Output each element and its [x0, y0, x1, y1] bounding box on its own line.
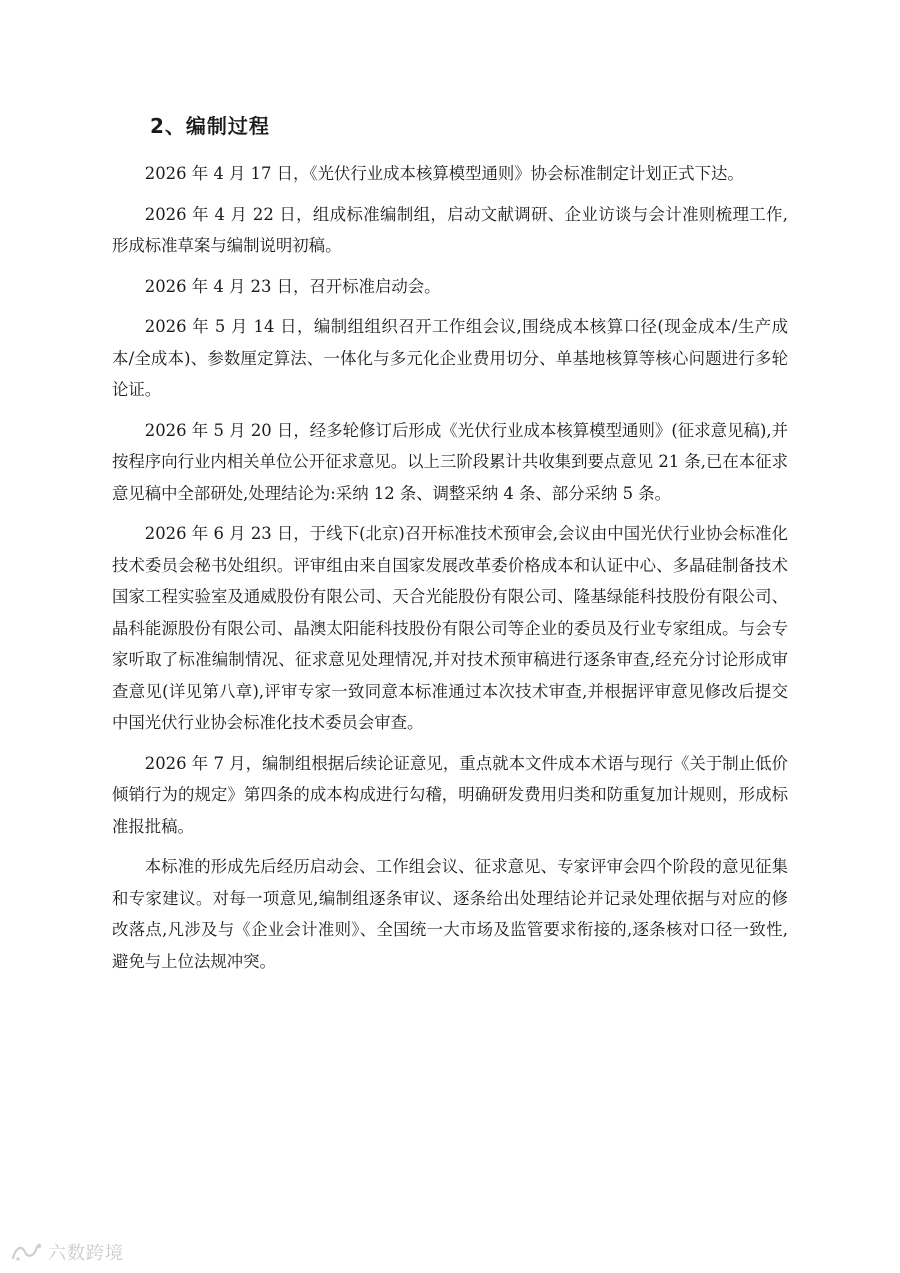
- section-heading: 2、编制过程: [150, 114, 270, 138]
- paragraph-working-group: 2026 年 5 月 14 日，编制组组织召开工作组会议,围绕成本核算口径(现金成本/生产成本/全成本)、参数厘定算法、一体化与多元化企业费用切分、单基地核算等核心问题进行多轮论证。: [112, 317, 788, 399]
- paragraph-summary: 本标准的形成先后经历启动会、工作组会议、征求意见、专家评审会四个阶段的意见征集和专家建议。对每一项意见,编制组逐条审议、逐条给出处理结论并记录处理依据与对应的修改落点,凡涉及与《企业会计准则》、全国统一大市场及监管要求衔接的,逐条核对口径一致性,避免与上位法规冲突。: [112, 857, 788, 971]
- paragraph-kickoff-meeting: 2026 年 4 月 23 日，召开标准启动会。: [144, 276, 441, 296]
- brand-logo-icon: [10, 1241, 44, 1263]
- paragraph-technical-review: 2026 年 6 月 23 日，于线下(北京)召开标准技术预审会,会议由中国光伏行业协会标准化技术委员会秘书处组织。评审组由来自国家发展改革委价格成本和认证中心、多晶硅制备技术国家工程实验室及通威股份有限公司、天合光能股份有限公司、隆基绿能科技股份有限公司、晶科能源股份有限公司、晶澳太阳能科技股份有限公司等企业的委员及行业专家组成。与会专家听取了标准编制情况、征求意见处理情况,并对技术预审稿进行逐条审查,经充分讨论形成审查意见(详见第八章),评审专家一致同意本标准通过本次技术审查,并根据评审意见修改后提交中国光伏行业协会标准化技术委员会审查。: [112, 524, 788, 732]
- body-text: [112, 158, 788, 986]
- paragraph-approval-draft: 2026 年 7 月，编制组根据后续论证意见，重点就本文件成本术语与现行《关于制止低价倾销行为的规定》第四条的成本构成进行勾稽，明确研发费用归类和防重复加计规则，形成标准报批稿。: [112, 753, 788, 836]
- paragraph-public-comment: 2026 年 5 月 20 日，经多轮修订后形成《光伏行业成本核算模型通则》(征求意见稿),并按程序向行业内相关单位公开征求意见。以上三阶段累计共收集到要点意见 21 条,已在本征求意见稿中全部研处,处理结论为:采纳 12 条、调整采纳 4 条、部分采纳 5 条。: [112, 420, 788, 503]
- watermark: [10, 1239, 124, 1265]
- paragraph-plan-issued: 2026 年 4 月 17 日，《光伏行业成本核算模型通则》协会标准制定计划正式下达。: [144, 164, 744, 183]
- watermark-text: 六数跨境: [48, 1243, 124, 1264]
- paragraph-drafting-group: 2026 年 4 月 22 日，组成标准编制组，启动文献调研、企业访谈与会计准则梳理工作, 形成标准草案与编制说明初稿。: [112, 204, 788, 255]
